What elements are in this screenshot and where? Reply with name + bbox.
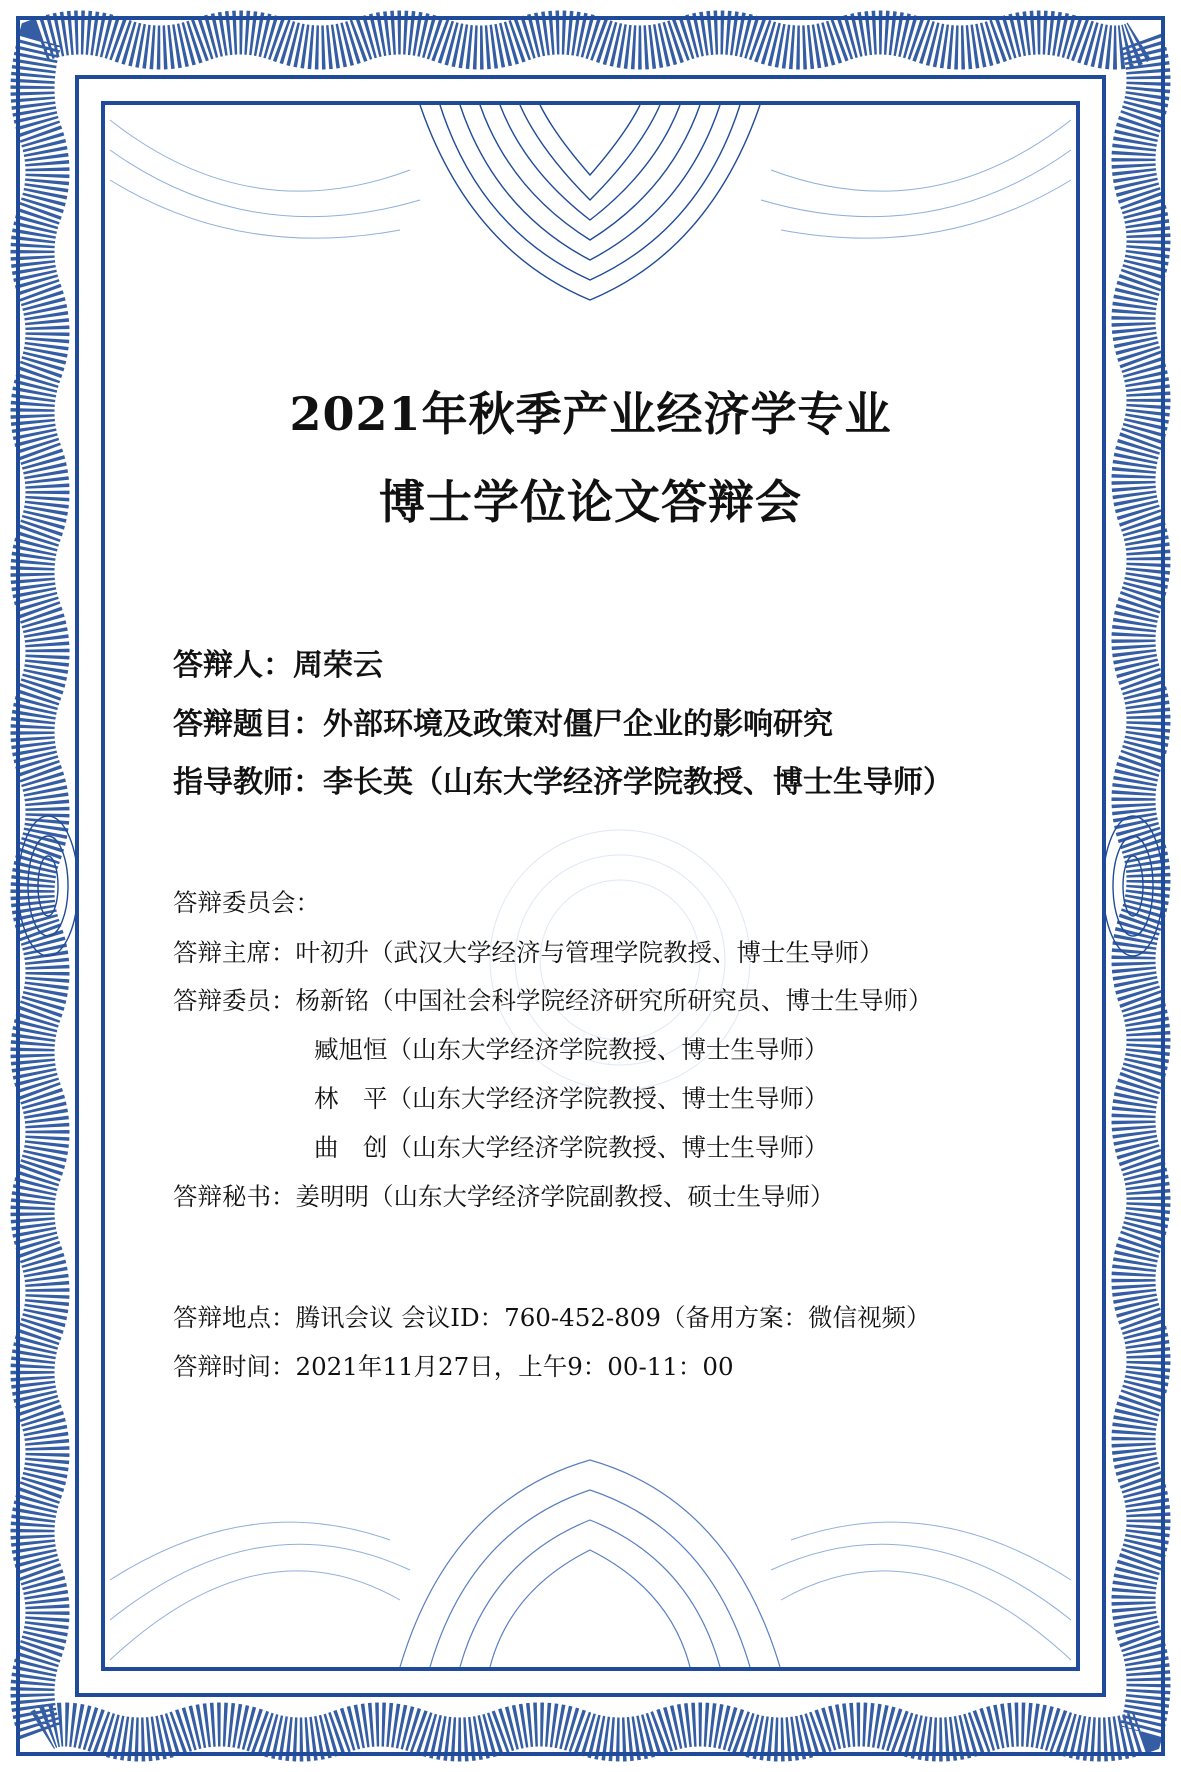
member-3: 林 平（山东大学经济学院教授、博士生导师）: [314, 1084, 829, 1113]
committee-heading: 答辩委员会：: [173, 888, 320, 917]
location-row: [173, 1299, 930, 1334]
advisor-row: [173, 757, 953, 801]
member-2: 臧旭恒（山东大学经济学院教授、博士生导师）: [314, 1035, 829, 1064]
time-label: 答辩时间：: [173, 1352, 296, 1381]
advisor-value: 李长英（山东大学经济学院教授、博士生导师）: [323, 765, 953, 800]
members-label: 答辩委员：: [173, 986, 296, 1015]
defender-row: [173, 640, 383, 684]
title-line-2: 博士学位论文答辩会: [379, 475, 802, 529]
topic-label: 答辩题目：: [173, 707, 323, 742]
defender-name: 周荣云: [293, 648, 383, 683]
topic-row: [173, 699, 833, 743]
members-row: [173, 982, 933, 1017]
member-4: 曲 创（山东大学经济学院教授、博士生导师）: [314, 1133, 829, 1162]
secretary-row: [173, 1178, 835, 1213]
chair-value: 叶初升（武汉大学经济与管理学院教授、博士生导师）: [295, 938, 884, 967]
time-value: 2021年11月27日，上午9：00-11：00: [295, 1352, 734, 1381]
secretary-value: 姜明明（山东大学经济学院副教授、硕士生导师）: [295, 1182, 835, 1211]
title-line-1: 2021年秋季产业经济学专业: [289, 387, 892, 441]
secretary-label: 答辩秘书：: [173, 1182, 296, 1211]
location-label: 答辩地点：: [173, 1303, 296, 1332]
chair-label: 答辩主席：: [173, 938, 296, 967]
topic-value: 外部环境及政策对僵尸企业的影响研究: [323, 707, 833, 742]
defender-label: 答辩人：: [173, 648, 293, 683]
member-1: 杨新铭（中国社会科学院经济研究所研究员、博士生导师）: [295, 986, 933, 1015]
chair-row: [173, 934, 884, 969]
advisor-label: 指导教师：: [173, 765, 323, 800]
time-row: [173, 1348, 734, 1383]
location-value: 腾讯会议 会议ID：760-452-809（备用方案：微信视频）: [295, 1303, 931, 1332]
